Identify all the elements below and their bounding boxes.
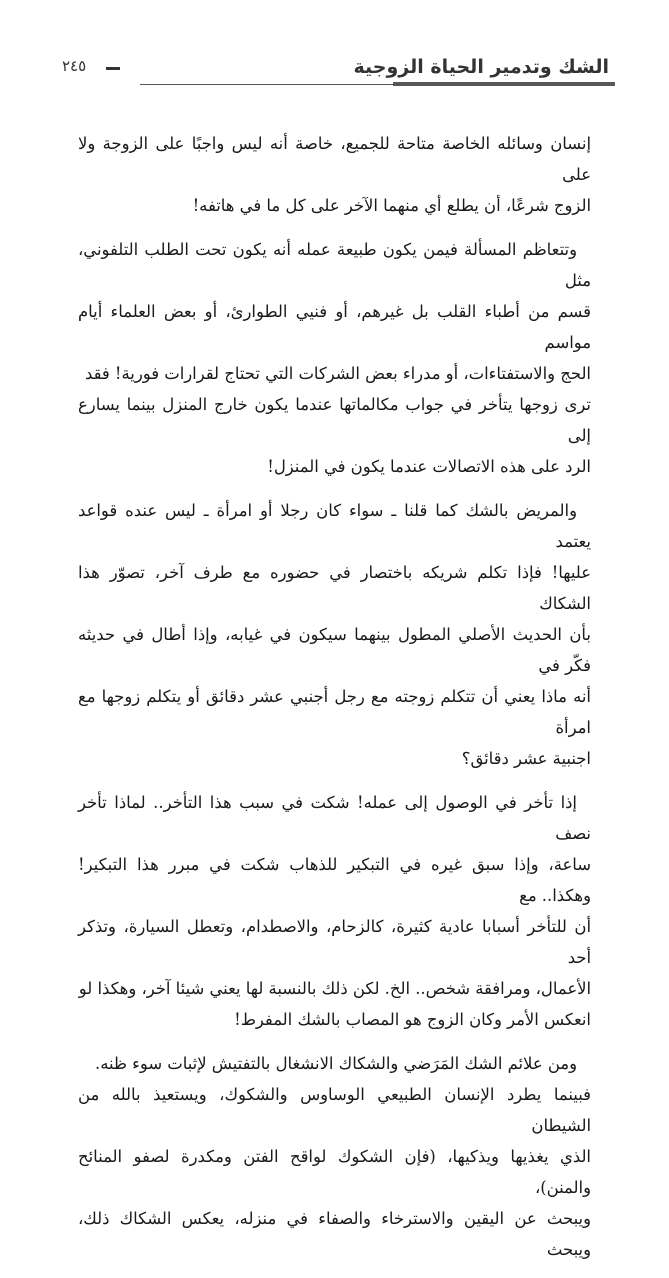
body-text [78, 128, 591, 1278]
paragraph-5: ومن علائم الشك المَرَضي والشكاك الانشغال بالتفتيش لإثبات سوء ظنه. فبينما يطرد الإنسان الطبيعي الوساوس والشكوك، ويستعيذ بالله من الشيطان الذي يغذيها ويذكيها، (فإن الشكوك لواقح الفتن ومكدرة لصفو المنائح والمنن)، ويبحث عن اليقين والاسترخاء والصفاء في منزله، يعكس الشكاك ذلك، ويبحث [78, 1054, 591, 1259]
page-number-dash [106, 67, 120, 70]
page-number: ٢٤٥ [62, 57, 87, 75]
header-rule [140, 84, 615, 85]
paragraph-2: وتتعاظم المسألة فيمن يكون طبيعة عمله أنه يكون تحت الطلب التلفوني، مثل قسم من أطباء القلب بل غيرهم، أو فنيي الطوارئ، أو بعض العلماء أيام مواسم الحج والاستفتاءات، أو مدراء بعض الشركات التي تحتاج لقرارات فورية! فقد ترى زوجها يتأخر في جواب مكالماتها عندما يكون خارج المنزل بينما يسارع إلى الرد على هذه الاتصالات عندما يكون في المنزل! [78, 240, 591, 476]
chapter-title: الشك وتدمير الحياة الزوجية [353, 56, 609, 78]
paragraph-1: إنسان وسائله الخاصة متاحة للجميع، خاصة أنه ليس واجبًا على الزوجة ولا على الزوج شرعًا، أن يطلع أي منهما الآخر على كل ما في هاتفه! [78, 134, 591, 215]
paragraph-4: إذا تأخر في الوصول إلى عمله! شكت في سبب هذا التأخر.. لماذا تأخر نصف ساعة، وإذا سبق غيره في التبكير للذهاب شكت في مبرر هذا التبكير! وهكذا.. مع أن للتأخر أسبابا عادية كثيرة، كالزحام، والاصطدام، وتعطل السيارة، وتذكر أحد الأعمال، ومرافقة شخص.. الخ. لكن ذلك بالنسبة لها يعني شيئا آخر، وهكذا لو انعكس الأمر وكان الزوج هو المصاب بالشك المفرط! [78, 793, 591, 1029]
paragraph-3: والمريض بالشك كما قلنا ـ سواء كان رجلا أو امرأة ـ ليس عنده قواعد يعتمد عليها! فإذا تكلم شريكه باختصار في حضوره مع طرف آخر، تصوّر هذا الشكاك بأن الحديث الأصلي المطول بينهما سيكون في غيابه، وإذا أطال في حديثه فكّر في أنه ماذا يعني أن تتكلم زوجته مع رجل أجنبي عشر دقائق أو يتكلم زوجها مع امرأة اجنبية عشر دقائق؟ [78, 501, 591, 768]
running-header [62, 54, 615, 88]
